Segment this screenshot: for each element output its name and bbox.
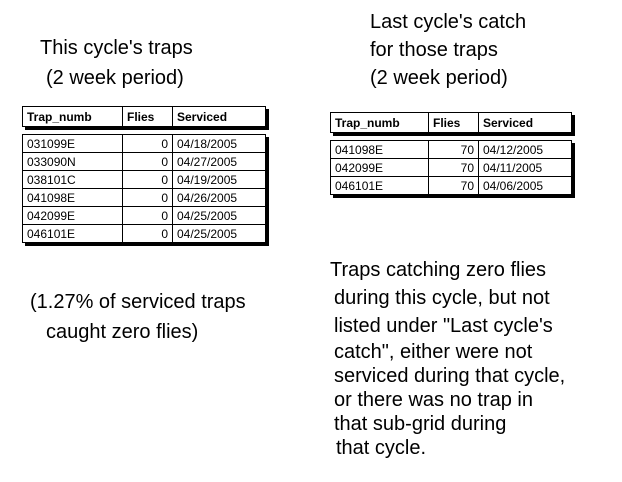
table-row	[23, 135, 266, 153]
left-header-table	[22, 106, 266, 127]
cell-trap: 046101E	[23, 225, 123, 243]
left-title-line1: This cycle's traps	[40, 37, 193, 59]
right-title-line1: Last cycle's catch	[370, 11, 527, 33]
left-col-flies: Flies	[123, 107, 173, 127]
cell-trap: 042099E	[331, 159, 429, 177]
cell-flies: 70	[429, 159, 479, 177]
cell-flies: 0	[123, 225, 173, 243]
cell-serviced: 04/19/2005	[173, 171, 266, 189]
right-note-line4: catch", either were not	[334, 341, 533, 363]
table-row	[331, 159, 572, 177]
cell-trap: 041098E	[23, 189, 123, 207]
left-col-trap: Trap_numb	[23, 107, 123, 127]
cell-serviced: 04/25/2005	[173, 207, 266, 225]
right-col-trap: Trap_numb	[331, 113, 429, 133]
cell-trap: 046101E	[331, 177, 429, 195]
cell-trap: 031099E	[23, 135, 123, 153]
cell-trap: 041098E	[331, 141, 429, 159]
cell-serviced: 04/12/2005	[479, 141, 572, 159]
cell-flies: 0	[123, 189, 173, 207]
table-row	[23, 225, 266, 243]
cell-flies: 0	[123, 135, 173, 153]
right-title-line3: (2 week period)	[370, 67, 508, 89]
cell-flies: 70	[429, 177, 479, 195]
cell-flies: 0	[123, 171, 173, 189]
cell-serviced: 04/27/2005	[173, 153, 266, 171]
cell-serviced: 04/06/2005	[479, 177, 572, 195]
right-col-flies: Flies	[429, 113, 479, 133]
left-col-serviced: Serviced	[173, 107, 266, 127]
table-row	[23, 189, 266, 207]
left-note-line1: (1.27% of serviced traps	[30, 291, 246, 313]
left-title-line2: (2 week period)	[46, 67, 184, 89]
right-col-serviced: Serviced	[479, 113, 572, 133]
right-note-line3: listed under "Last cycle's	[334, 315, 553, 337]
right-note-line7: that sub-grid during	[334, 413, 507, 435]
right-note-line1: Traps catching zero flies	[330, 259, 547, 281]
right-header-table	[330, 112, 572, 133]
table-row	[331, 177, 572, 195]
right-note-line6: or there was no trap in	[334, 389, 533, 411]
cell-flies: 0	[123, 207, 173, 225]
right-note-line8: that cycle.	[336, 437, 427, 459]
cell-serviced: 04/26/2005	[173, 189, 266, 207]
cell-trap: 042099E	[23, 207, 123, 225]
table-row	[23, 153, 266, 171]
cell-flies: 70	[429, 141, 479, 159]
cell-serviced: 04/18/2005	[173, 135, 266, 153]
right-data-table	[330, 140, 572, 195]
right-title-line2: for those traps	[370, 39, 498, 61]
cell-trap: 033090N	[23, 153, 123, 171]
cell-flies: 0	[123, 153, 173, 171]
table-row	[23, 171, 266, 189]
cell-serviced: 04/25/2005	[173, 225, 266, 243]
left-note-line2: caught zero flies)	[46, 321, 199, 343]
cell-serviced: 04/11/2005	[479, 159, 572, 177]
right-note-line5: serviced during that cycle,	[334, 365, 566, 387]
cell-trap: 038101C	[23, 171, 123, 189]
left-data-table	[22, 134, 266, 243]
table-row	[331, 141, 572, 159]
table-row	[23, 207, 266, 225]
right-note-line2: during this cycle, but not	[334, 287, 550, 309]
